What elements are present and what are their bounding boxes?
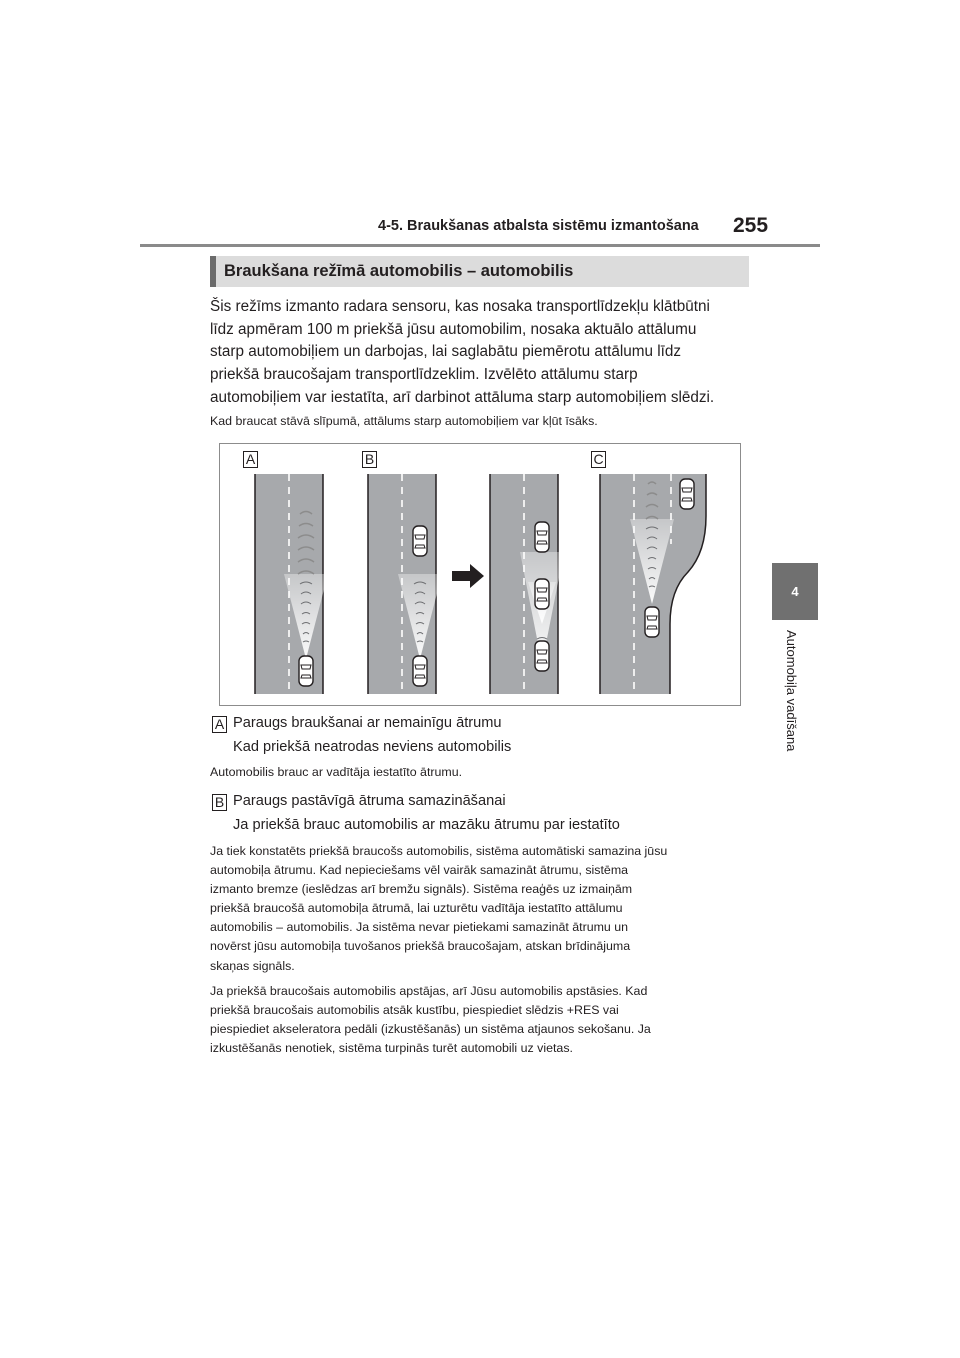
section-accent xyxy=(210,256,216,287)
item-a-title: Paraugs braukšanai ar nemainīgu ātrumu xyxy=(233,715,502,731)
item-b-label: B xyxy=(212,794,227,811)
section-title: Braukšana režīmā automobilis – automobilis xyxy=(224,262,574,280)
chapter-label xyxy=(784,630,806,778)
item-a-label: A xyxy=(212,716,227,733)
right-arrow xyxy=(452,564,484,588)
paragraph-line: automobiļa ātrumu. Kad nepieciešams vēl vairāk samazināt ātrumu, sistēma xyxy=(210,863,629,878)
slope-note: Kad braucat stāvā slīpumā, attālums starp automobiļiem var kļūt īsāks. xyxy=(210,414,598,428)
intro-line: līdz apmēram 100 m priekšā jūsu automobilim, nosaka aktuālo attālumu xyxy=(210,320,697,338)
road-diagram xyxy=(220,444,740,705)
figure-label-c: C xyxy=(591,451,606,468)
own-car-a xyxy=(299,656,313,686)
mid-car-b2 xyxy=(535,579,549,609)
item-b-title: Paraugs pastāvīgā ātruma samazināšanai xyxy=(233,793,506,809)
intro-paragraph xyxy=(210,296,755,410)
paragraph-line: novērst jūsu automobiļa tuvošanos priekšā braucošajam, atskan brīdinājuma xyxy=(210,939,631,954)
item-a-subtitle: Kad priekšā neatrodas neviens automobilis xyxy=(233,739,512,755)
item-b-paragraph-1 xyxy=(210,842,750,976)
paragraph-line: skaņas signāls. xyxy=(210,958,295,973)
header-rule xyxy=(140,244,820,247)
paragraph-line: piespiediet akseleratora pedāli (izkustēšanās) un sistēma atjaunos sekošanu. Ja xyxy=(210,1022,651,1037)
item-b-paragraph-2 xyxy=(210,982,750,1058)
paragraph-line: Ja priekšā braucošais automobilis apstājas, arī Jūsu automobilis apstāsies. Kad xyxy=(210,984,648,998)
side-car-c xyxy=(680,479,694,509)
chapter-label-text: Automobiļa vadīšana xyxy=(784,630,799,752)
intro-line: automobiļiem var iestatīta, arī darbinot attāluma starp automobiļiem slēdzi. xyxy=(210,388,715,406)
figure-label-a: A xyxy=(243,451,258,468)
section-heading xyxy=(210,256,749,287)
figure-label-b: B xyxy=(362,451,377,468)
lead-car-b2 xyxy=(535,522,549,552)
paragraph-line: Ja tiek konstatēts priekšā braucošs automobilis, sistēma automātiski samazina jūsu xyxy=(210,844,668,858)
item-b-subtitle: Ja priekšā brauc automobilis ar mazāku ātrumu par iestatīto xyxy=(233,817,620,833)
paragraph-line: priekšā braucošā automobiļa ātrumā, lai uzturētu vadītāja iestatīto attālumu xyxy=(210,901,623,916)
item-a-note: Automobilis brauc ar vadītāja iestatīto ātrumu. xyxy=(210,765,463,779)
paragraph-line: izmanto bremze (ieslēdzas arī bremžu signāls). Sistēma reaģēs uz izmaiņām xyxy=(210,882,633,897)
chapter-tab[interactable]: 4 xyxy=(772,563,818,620)
page-number: 255 xyxy=(733,214,769,237)
own-car-b2 xyxy=(535,641,549,671)
lead-car-b xyxy=(413,526,427,556)
running-header: 4-5. Braukšanas atbalsta sistēmu izmantošana xyxy=(378,218,699,234)
paragraph-line: priekšā braucošais automobilis atsāk kustību, piespiediet slēdzis +RES vai xyxy=(210,1003,619,1018)
acc-illustration xyxy=(219,443,741,706)
own-car-b xyxy=(413,656,427,686)
intro-line: priekšā braucošajam transportlīdzeklim. Izvēlēto attālumu starp xyxy=(210,366,638,384)
paragraph-line: automobilis – automobilis. Ja sistēma nevar pietiekami samazināt ātrumu un xyxy=(210,920,629,935)
intro-line: starp automobiļiem un darbojas, lai saglabātu piemērotu attālumu līdz xyxy=(210,343,682,361)
intro-line: Šis režīms izmanto radara sensoru, kas nosaka transportlīdzekļu klātbūtni xyxy=(210,298,710,315)
own-car-c xyxy=(645,607,659,637)
paragraph-line: izkustēšanās nenotiek, sistēma turpinās turēt automobili uz vietas. xyxy=(210,1041,573,1056)
